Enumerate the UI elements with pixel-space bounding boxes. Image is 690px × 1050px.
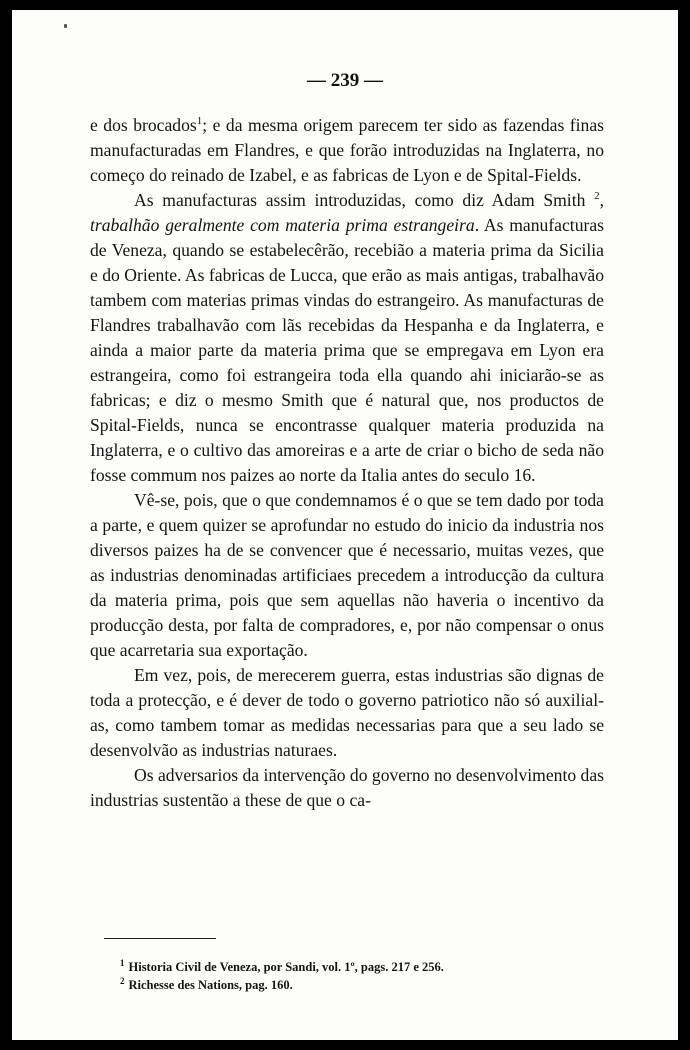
- book-page: [12, 10, 678, 1040]
- footnote-rule: [104, 938, 216, 939]
- text-segment: Vê-se, pois, que o que condemnamos é o que se tem dado por toda a parte, e quem quizer se aprofundar no estudo do inicio da industria nos diversos paizes ha de se convencer que é necessario, muitas vezes, que as industrias denominadas artificiaes precedem a introducção da cultura da materia prima, pois que sem aquellas não haveria o incentivo da producção desta, por falta de compradores, e, por não compensar o onus que acarretaria sua exportação.: [90, 490, 604, 660]
- footnote-reference: 2: [594, 190, 600, 203]
- paragraph: [90, 663, 604, 763]
- footnote-text: Historia Civil de Veneza, por Sandi, vol. 1º, pags. 217 e 256.: [128, 960, 444, 974]
- text-segment: ,: [599, 190, 604, 210]
- footnote: [120, 958, 600, 976]
- italic-quote: trabalhão geralmente com materia prima estrangeira: [90, 215, 475, 235]
- text-segment: . As manufacturas de Veneza, quando se estabelecêrão, recebião a materia prima da Sicilia e do Oriente. As fabricas de Lucca, que erão as mais antigas, trabalhavão tambem com materias primas vindas do estrangeiro. As manufacturas de Flandres trabalhavão com lãs recebidas da Hespanha e da Inglaterra, e ainda a maior parte da materia prima que se empregava em Lyon era estrangeira, como foi estrangeira toda ella quando ahi iniciarão-se as fabricas; e diz o mesmo Smith que é natural que, nos productos de Spital-Fields, nunca se encontrasse qualquer materia produzida na Inglaterra, e o cultivo das amoreiras e a arte de criar o bicho de seda não fosse commum nos paizes ao norte da Italia antes do seculo 16.: [90, 215, 605, 485]
- text-segment: Em vez, pois, de merecerem guerra, estas industrias são dignas de toda a protecção, e é dever de todo o governo patriotico não só auxilial-as, como tambem tomar as medidas necessarias para que a seu lado se desenvolvão as industrias naturaes.: [90, 665, 604, 760]
- paragraph: [90, 763, 604, 813]
- footnote-mark: 2: [120, 975, 125, 986]
- footnote-reference: 1: [196, 115, 203, 128]
- text-segment: Os adversarios da intervenção do governo no desenvolvimento das industrias sustentão a these de que o ca-: [90, 765, 605, 810]
- text-segment: As manufacturas assim introduzidas, como diz Adam Smith: [134, 190, 595, 210]
- text-segment: ; e da mesma origem parecem ter sido as fazendas finas manufacturadas em Flandres, e que forão introduzidas na Inglaterra, no começo do reinado de Izabel, e as fabricas de Lyon e de Spital-Fields.: [90, 115, 604, 185]
- footnotes: [120, 958, 600, 994]
- paragraph: [90, 188, 604, 488]
- page-number: — 239 —: [307, 70, 383, 91]
- footnote-text: Richesse des Nations, pag. 160.: [128, 978, 293, 992]
- footnote-mark: 1: [120, 957, 125, 968]
- body-text: [90, 113, 604, 813]
- paragraph: [90, 113, 604, 188]
- paragraph: [90, 488, 604, 663]
- footnote: [120, 976, 600, 994]
- text-segment: e dos brocados: [90, 115, 197, 135]
- ink-speck: [64, 24, 67, 28]
